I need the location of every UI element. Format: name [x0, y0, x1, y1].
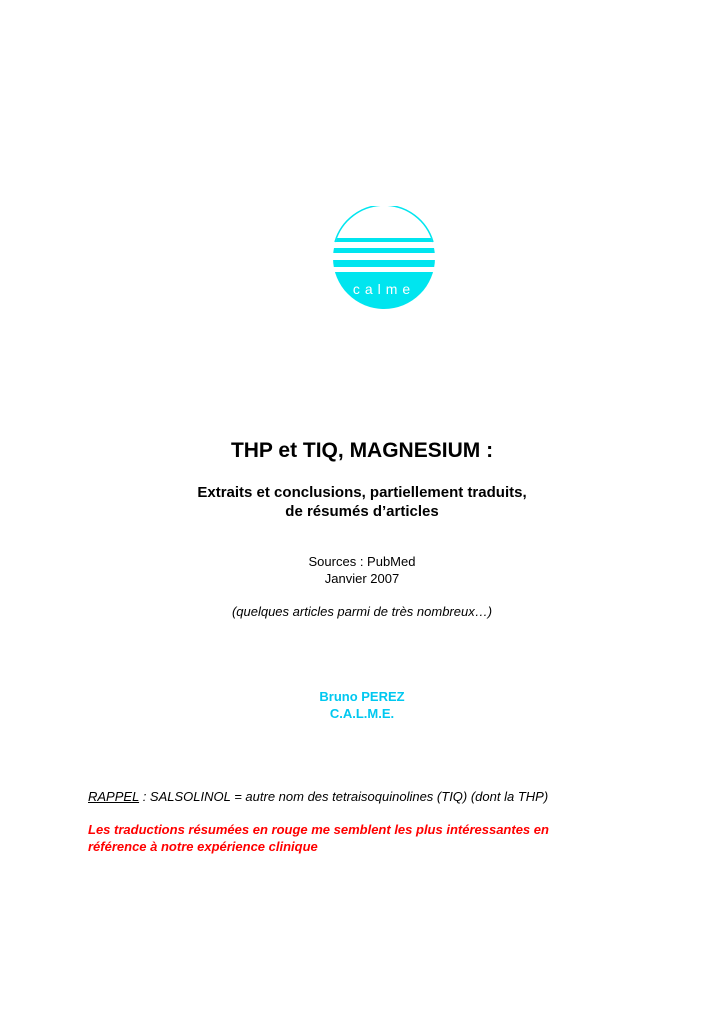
- rappel-line: [88, 788, 548, 805]
- calme-logo: [331, 206, 437, 310]
- sources-block: [0, 553, 724, 587]
- logo-stripe-1: [331, 238, 437, 242]
- page-title: THP et TIQ, MAGNESIUM :: [230, 439, 494, 462]
- sources-line: Sources : PubMed: [308, 554, 416, 569]
- calme-logo-graphic: [331, 206, 437, 310]
- red-note-line-2: référence à notre expérience clinique: [88, 839, 318, 854]
- logo-text: calme: [352, 281, 416, 297]
- logo-stripe-2: [331, 248, 437, 253]
- subtitle: [0, 483, 724, 521]
- logo-stripe-3: [331, 260, 437, 267]
- date-line: Janvier 2007: [324, 571, 400, 586]
- subtitle-line-2: de résumés d’articles: [285, 503, 439, 520]
- author-org: C.A.L.M.E.: [329, 706, 395, 721]
- articles-note: (quelques articles parmi de très nombreux…): [231, 604, 493, 619]
- author-name: Bruno PEREZ: [319, 689, 405, 704]
- logo-top-arc: [335, 206, 433, 242]
- red-translation-note: [88, 821, 648, 855]
- author-block: [0, 688, 724, 722]
- subtitle-line-1: Extraits et conclusions, partiellement traduits,: [197, 484, 527, 501]
- rappel-text: : SALSOLINOL = autre nom des tetraisoquinolines (TIQ) (dont la THP): [139, 789, 549, 804]
- rappel-label: RAPPEL: [88, 789, 140, 804]
- red-note-line-1: Les traductions résumées en rouge me semblent les plus intéressantes en: [88, 822, 549, 837]
